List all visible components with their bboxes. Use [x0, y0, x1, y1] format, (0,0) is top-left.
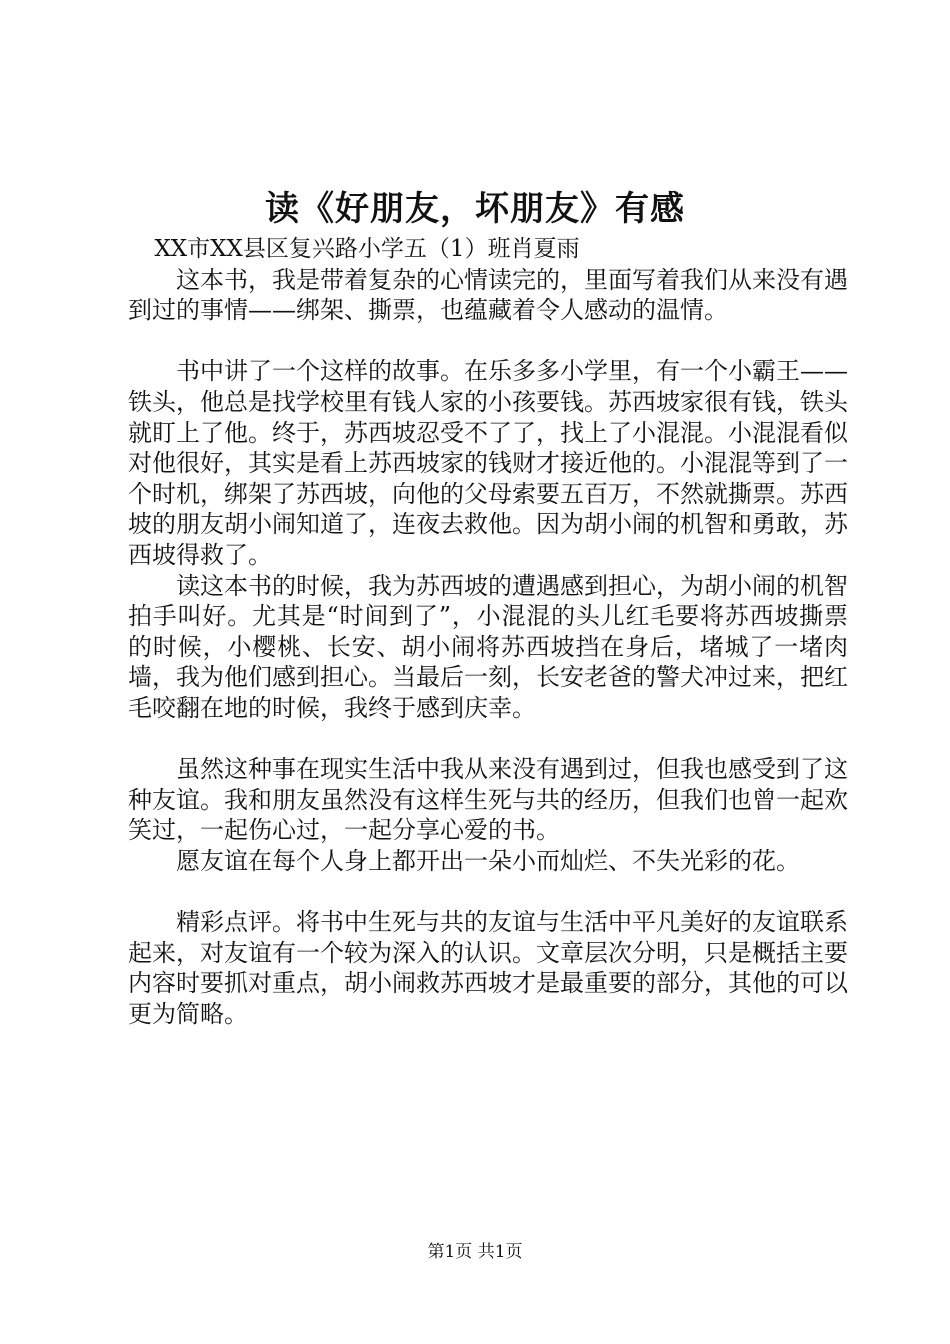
document-body	[128, 234, 848, 1029]
page-footer: 第1页 共1页	[427, 1242, 523, 1262]
document-title: 读《好朋友，坏朋友》有感	[265, 189, 685, 229]
paragraph-4: 虽然这种事在现实生活中我从来没有遇到过，但我也感受到了这种友谊。我和朋友虽然没有这样生死与共的经历，但我们也曾一起欢笑过，一起伤心过，一起分享心爱的书。	[128, 755, 848, 845]
author-line: XX市XX县区复兴路小学五（1）班肖夏雨	[154, 236, 580, 262]
paragraph-6: 精彩点评。将书中生死与共的友谊与生活中平凡美好的友谊联系起来，对友谊有一个较为深入的认识。文章层次分明，只是概括主要内容时要抓对重点，胡小闹救苏西坡才是最重要的部分，其他的可以更为简略。	[128, 908, 848, 1028]
paragraph-1: 这本书，我是带着复杂的心情读完的，里面写着我们从来没有遇到过的事情——绑架、撕票，也蕴藏着令人感动的温情。	[128, 265, 848, 325]
paragraph-5: 愿友谊在每个人身上都开出一朵小而灿烂、不失光彩的花。	[176, 846, 800, 875]
paragraph-2: 书中讲了一个这样的故事。在乐多多小学里，有一个小霸王——铁头，他总是找学校里有钱人家的小孩要钱。苏西坡家很有钱，铁头就盯上了他。终于，苏西坡忍受不了了，找上了小混混。小混混看似对他很好，其实是看上苏西坡家的钱财才接近他的。小混混等到了一个时机，绑架了苏西坡，向他的父母索要五百万，不然就撕票。苏西坡的朋友胡小闹知道了，连夜去救他。因为胡小闹的机智和勇敢，苏西坡得救了。	[128, 357, 848, 569]
paragraph-3: 读这本书的时候，我为苏西坡的遭遇感到担心，为胡小闹的机智拍手叫好。尤其是“时间到了”，小混混的头儿红毛要将苏西坡撕票的时候，小樱桃、长安、胡小闹将苏西坡挡在身后，堵城了一堵肉墙，我为他们感到担心。当最后一刻，长安老爸的警犬冲过来，把红毛咬翻在地的时候，我终于感到庆幸。	[128, 571, 848, 722]
